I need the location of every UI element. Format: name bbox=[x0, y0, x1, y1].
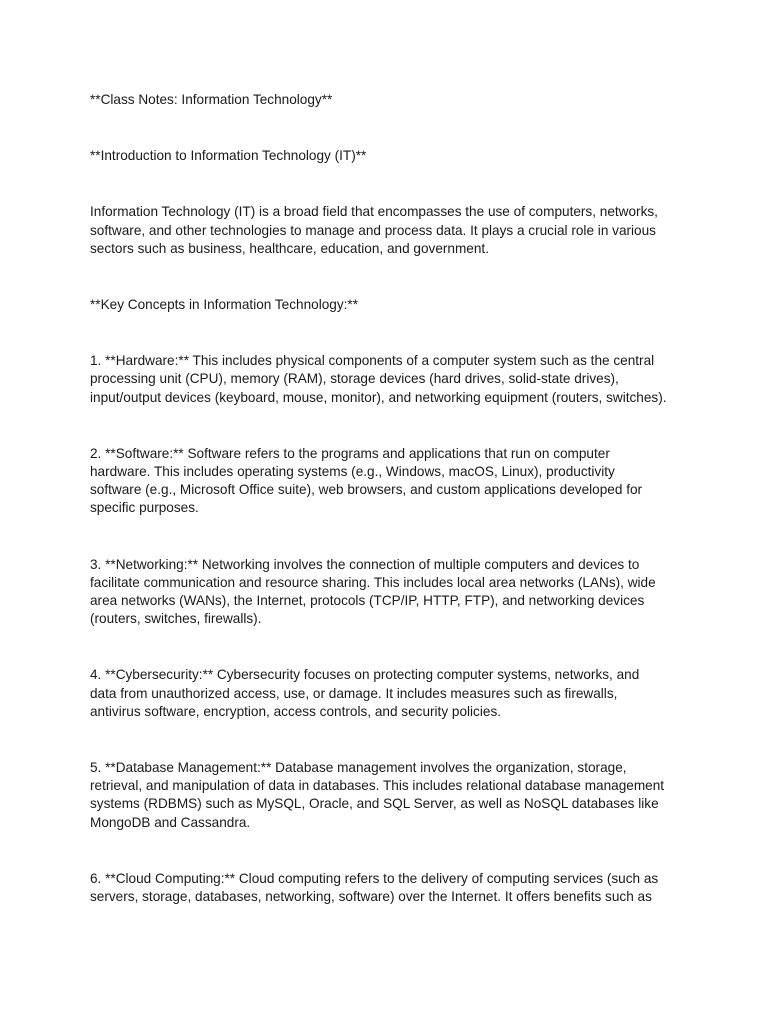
intro-paragraph: Information Technology (IT) is a broad field that encompasses the use of computers, networks, software, and other technologies to manage and process data. It plays a crucial role in various sectors such as business, healthcare, education, and government. bbox=[90, 204, 658, 256]
intro-heading: **Introduction to Information Technology (IT)** bbox=[90, 148, 367, 164]
key-concepts-heading: **Key Concepts in Information Technology:** bbox=[90, 297, 359, 313]
document-body bbox=[90, 91, 690, 944]
concept-item-software: 2. **Software:** Software refers to the programs and applications that run on computer hardware. This includes operating systems (e.g., Windows, macOS, Linux), productivity software (e.g., Microsoft Office suite), web browsers, and custom applications developed for specific purposes. bbox=[90, 445, 643, 516]
concept-item-database-management: 5. **Database Management:** Database management involves the organization, storage, retrieval, and manipulation of data in databases. This includes relational database management systems (RDBMS) such as MySQL, Oracle, and SQL Server, as well as NoSQL databases like MongoDB and Cassandra. bbox=[90, 760, 665, 830]
concept-item-networking: 3. **Networking:** Networking involves the connection of multiple computers and devices to facilitate communication and resource sharing. This includes local area networks (LANs), wide area networks (WANs), the Internet, protocols (TCP/IP, HTTP, FTP), and networking devices (routers, switches, firewalls). bbox=[90, 556, 656, 627]
page-title: **Class Notes: Information Technology** bbox=[90, 92, 333, 107]
concept-item-hardware: 1. **Hardware:** This includes physical components of a computer system such as the central processing unit (CPU), memory (RAM), storage devices (hard drives, solid-state drives), input/output devices (keyboard, mouse, monitor), and networking equipment (routers, switches). bbox=[90, 353, 667, 405]
concept-item-cybersecurity: 4. **Cybersecurity:** Cybersecurity focuses on protecting computer systems, networks, and data from unauthorized access, use, or damage. It includes measures such as firewalls, antivirus software, encryption, access controls, and security policies. bbox=[90, 667, 640, 719]
concept-item-cloud-computing: 6. **Cloud Computing:** Cloud computing refers to the delivery of computing services (such as servers, storage, databases, networking, software) over the Internet. It offers benefits such as bbox=[90, 870, 659, 905]
